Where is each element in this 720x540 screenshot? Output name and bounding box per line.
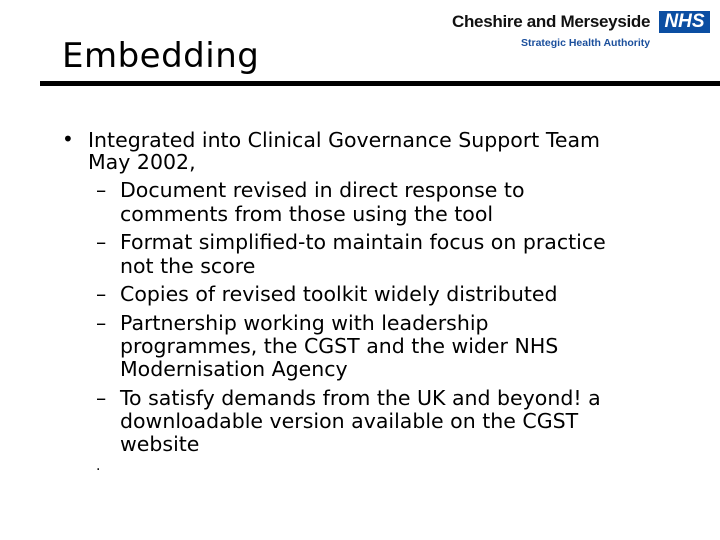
title-underline [40, 81, 720, 86]
slide-title: Embedding [62, 36, 260, 76]
sub-bullet-text: Partnership working with leadership [120, 311, 489, 335]
nhs-logo [450, 10, 715, 55]
sub-bullet-text: programmes, the CGST and the wider NHS [120, 334, 559, 358]
bullet-text: May 2002, [88, 150, 196, 174]
logo-subtitle: Strategic Health Authority [521, 37, 651, 49]
sub-bullet-text: Format simplified-to maintain focus on practice [120, 230, 606, 254]
trailing-dot: . [96, 458, 101, 474]
logo-org-name: Cheshire and Merseyside [452, 12, 651, 31]
sub-bullet-text: Copies of revised toolkit widely distributed [120, 282, 558, 306]
sub-bullet-text: website [120, 432, 200, 456]
sub-bullet-text: comments from those using the tool [120, 202, 494, 226]
sub-bullet-text: downloadable version available on the CGST [120, 409, 579, 433]
dash-icon: – [96, 282, 107, 306]
logo-nhs-badge: NHS [659, 11, 710, 33]
dash-icon: – [96, 311, 107, 335]
dash-icon: – [96, 178, 107, 202]
bullet-icon: • [62, 127, 74, 151]
dash-icon: – [96, 230, 107, 254]
sub-bullet-text: To satisfy demands from the UK and beyond! a [120, 386, 601, 410]
sub-bullet-text: not the score [120, 254, 256, 278]
sub-bullet-text: Document revised in direct response to [120, 178, 525, 202]
dash-icon: – [96, 386, 107, 410]
bullet-text: Integrated into Clinical Governance Support Team [88, 128, 601, 152]
sub-bullet-text: Modernisation Agency [120, 357, 348, 381]
